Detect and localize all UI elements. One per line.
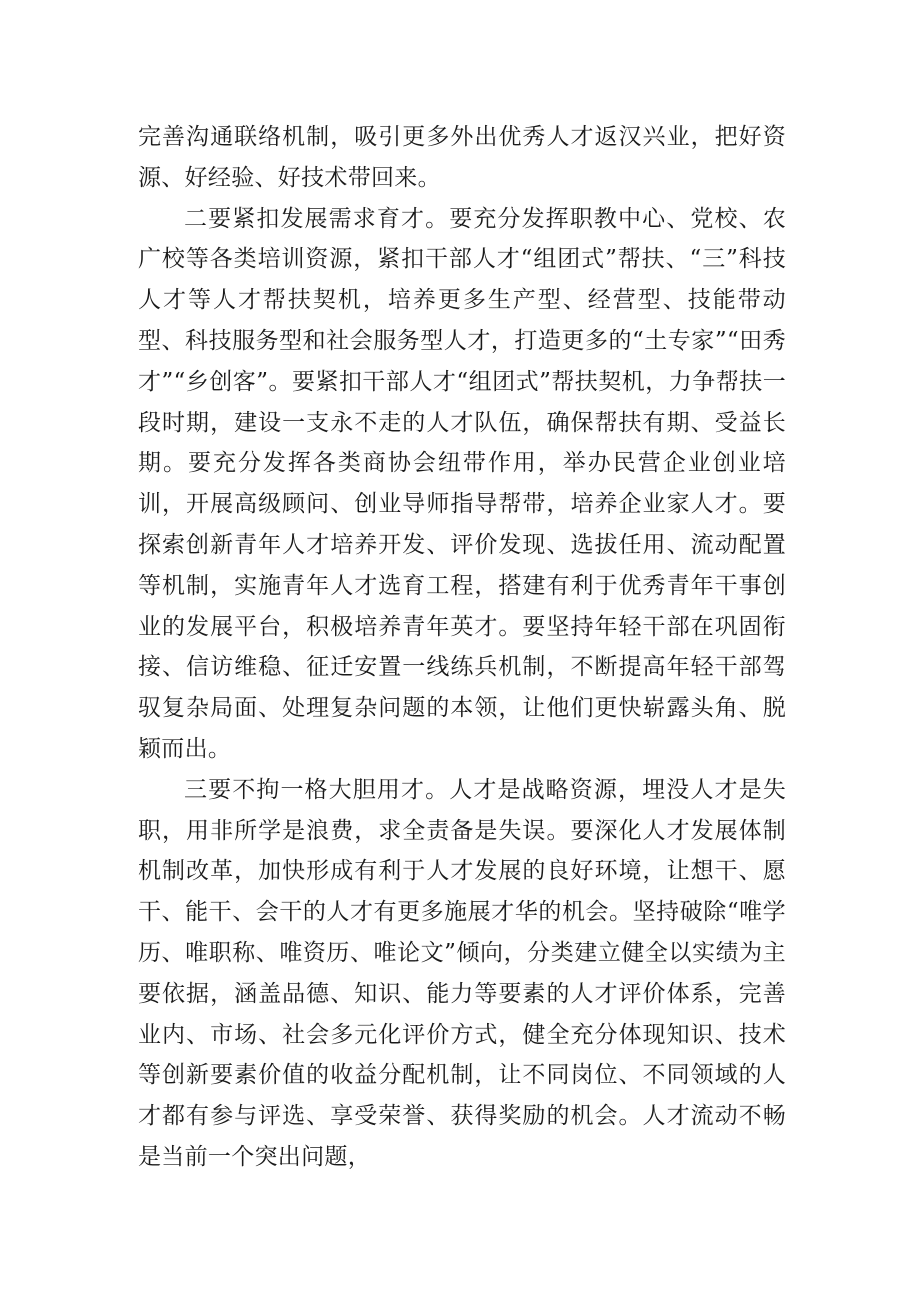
document-body <box>138 117 786 1178</box>
paragraph-continuation: 完善沟通联络机制，吸引更多外出优秀人才返汉兴业，把好资源、好经验、好技术带回来。 <box>138 124 786 191</box>
paragraph-use-talent: 三要不拘一格大胆用才。人才是战略资源，埋没人才是失职，用非所学是浪费，求全责备是失误。要深化人才发展体制机制改革，加快形成有利于人才发展的良好环境，让想干、愿干、能干、会干的人才有更多施展才华的机会。坚持破除“唯学历、唯职称、唯资历、唯论文”倾向，分类建立健全以实绩为主要依据，涵盖品德、知识、能力等要素的人才评价体系，完善业内、市场、社会多元化评价方式，健全充分体现知识、技术等创新要素价值的收益分配机制，让不同岗位、不同领域的人才都有参与评选、享受荣誉、获得奖励的机会。人才流动不畅是当前一个突出问题， <box>138 776 786 1170</box>
paragraph-nurture-talent: 二要紧扣发展需求育才。要充分发挥职教中心、党校、农广校等各类培训资源，紧扣干部人才“组团式”帮扶、“三”科技人才等人才帮扶契机，培养更多生产型、经营型、技能带动型、科技服务型和社会服务型人才，打造更多的“土专家”“田秀才”“乡创客”。要紧扣干部人才“组团式”帮扶契机，力争帮扶一段时期，建设一支永不走的人才队伍，确保帮扶有期、受益长期。要充分发挥各类商协会纽带作用，举办民营企业创业培训，开展高级顾问、创业导师指导帮带，培养企业家人才。要探索创新青年人才培养开发、评价发现、选拔任用、流动配置等机制，实施青年人才选育工程，搭建有利于优秀青年干事创业的发展平台，积极培养青年英才。要坚持年轻干部在巩固衔接、信访维稳、征迁安置一线练兵机制，不断提高年轻干部驾驭复杂局面、处理复杂问题的本领，让他们更快崭露头角、脱颖而出。 <box>138 205 786 762</box>
